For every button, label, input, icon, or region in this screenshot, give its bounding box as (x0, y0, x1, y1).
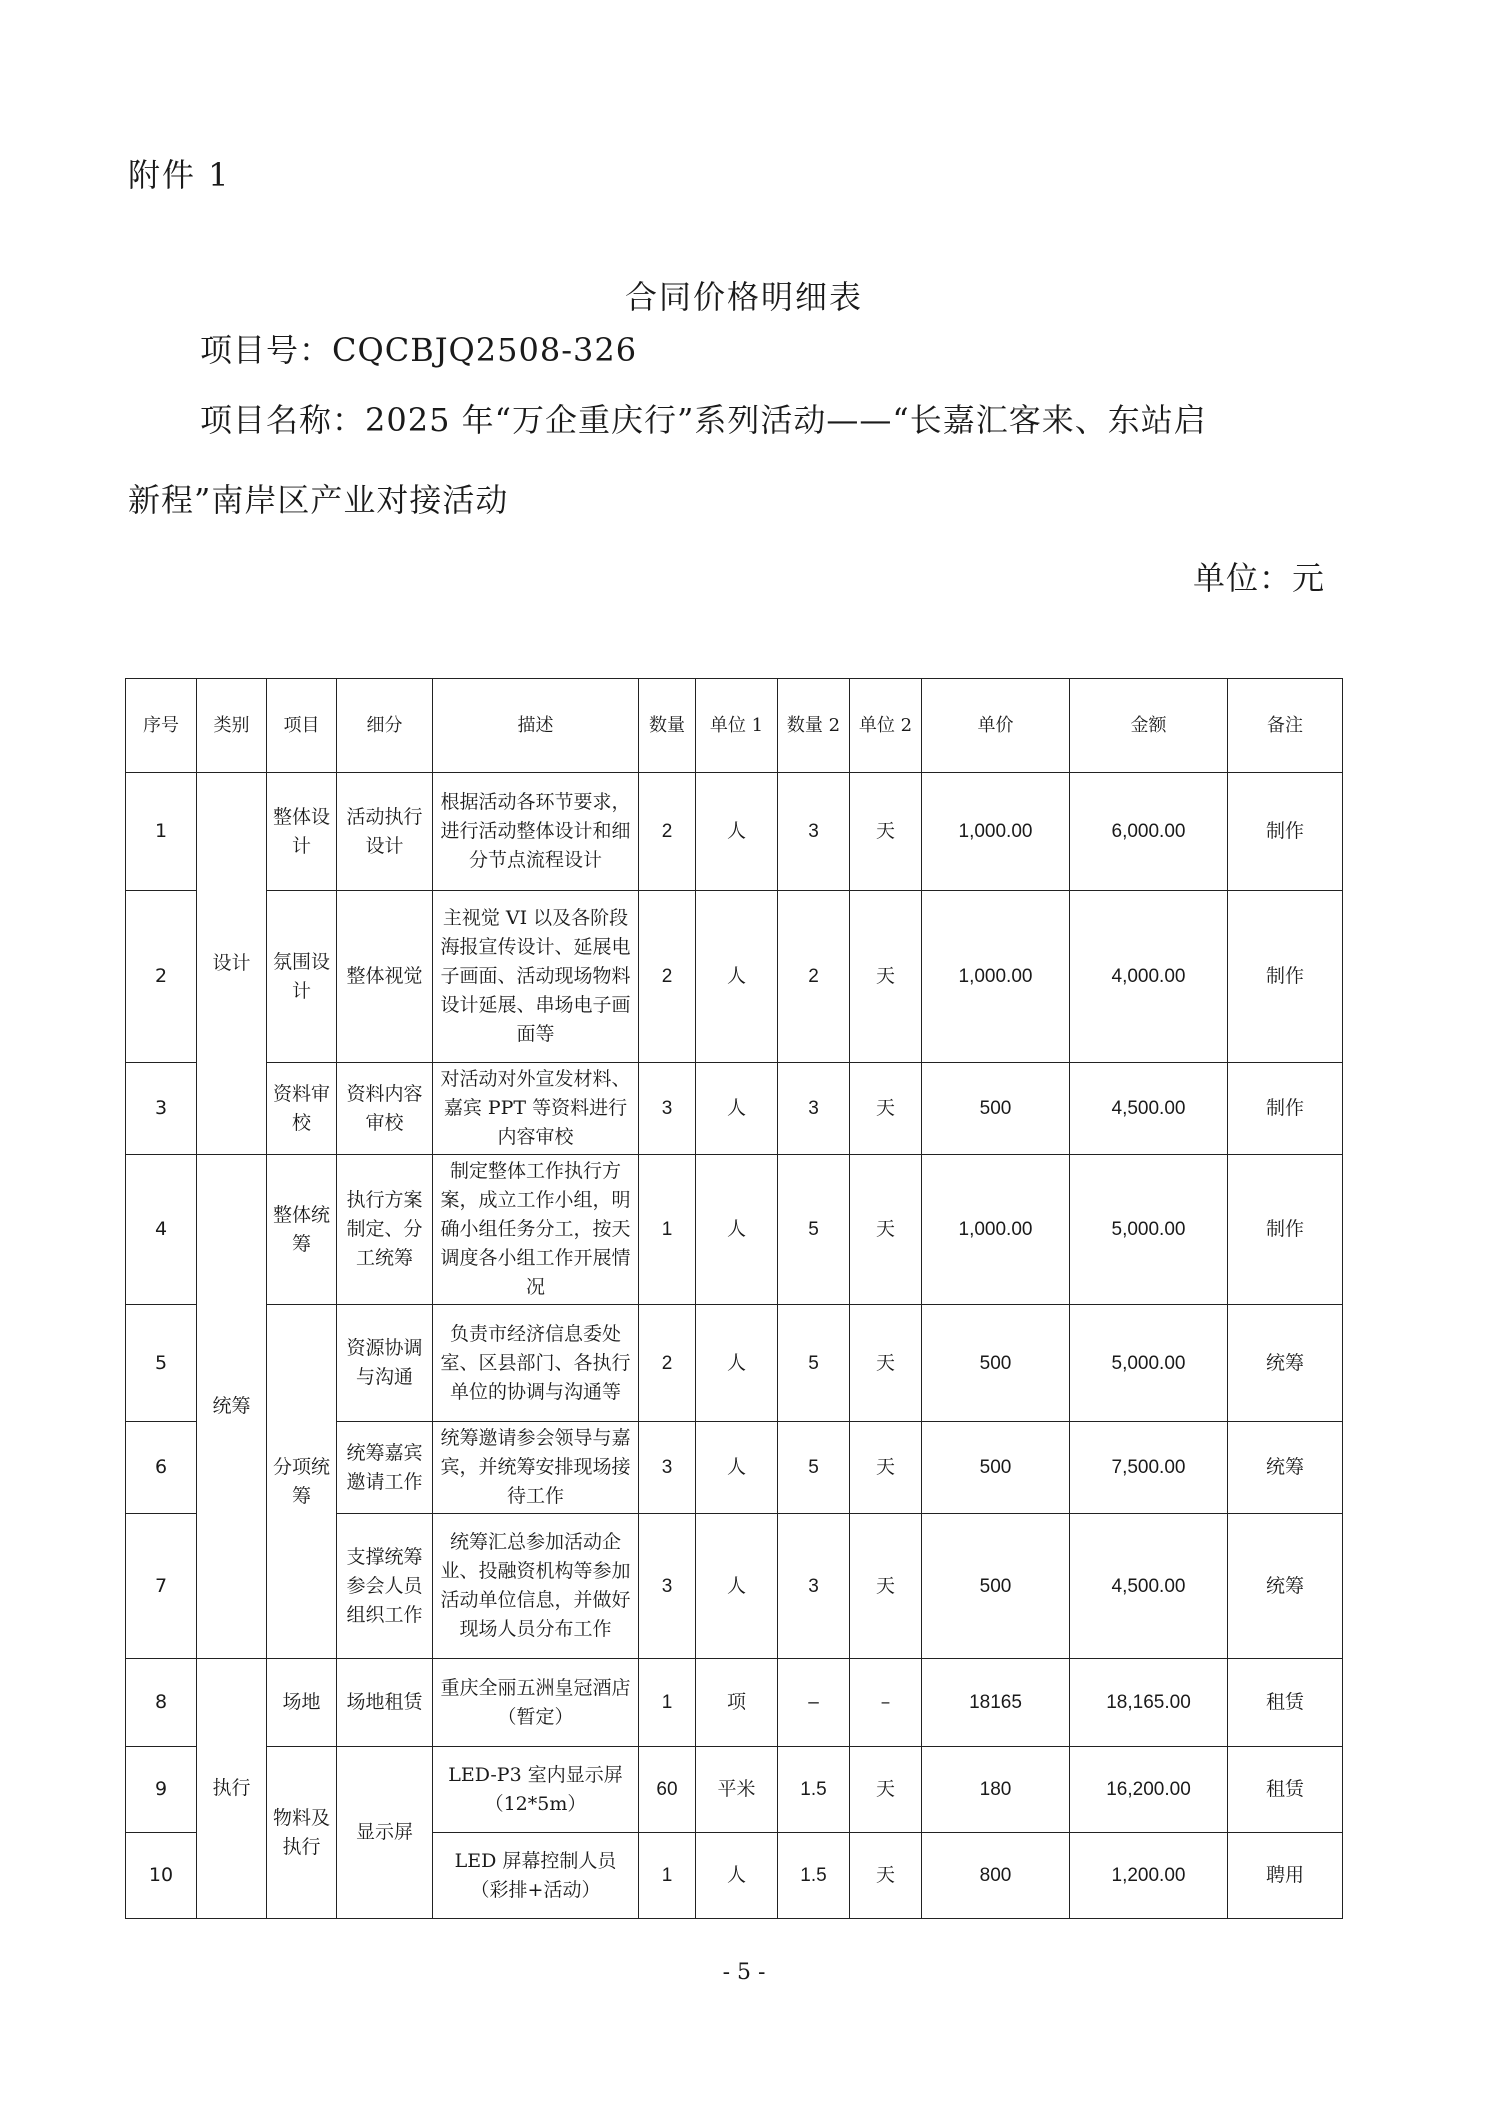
cell-quantity: 1 (639, 1833, 696, 1919)
cell-quantity2: 2 (778, 891, 850, 1063)
cell-unit2: 天 (850, 773, 922, 891)
cell-subitem: 整体视觉 (337, 891, 433, 1063)
cell-unit1: 项 (696, 1659, 778, 1747)
cell-seq: 8 (126, 1659, 197, 1747)
cell-unit2: 天 (850, 1063, 922, 1155)
cell-amount: 18,165.00 (1070, 1659, 1228, 1747)
cell-item: 资料审校 (267, 1063, 337, 1155)
cell-unit2: 天 (850, 1514, 922, 1659)
cell-amount: 4,000.00 (1070, 891, 1228, 1063)
cell-unit-price: 18165 (922, 1659, 1070, 1747)
cell-remarks: 租赁 (1228, 1747, 1343, 1833)
project-name-line2: 新程”南岸区产业对接活动 (128, 481, 509, 519)
table-row (126, 1305, 1343, 1422)
cell-category: 统筹 (197, 1155, 267, 1659)
cell-seq: 6 (126, 1422, 197, 1514)
table-row (126, 891, 1343, 1063)
cell-subitem: 活动执行设计 (337, 773, 433, 891)
attachment-label: 附件 1 (128, 156, 231, 194)
cell-amount: 6,000.00 (1070, 773, 1228, 891)
cell-quantity2: 5 (778, 1155, 850, 1305)
cell-seq: 4 (126, 1155, 197, 1305)
cell-quantity2: 3 (778, 1063, 850, 1155)
cell-unit1: 人 (696, 1155, 778, 1305)
cell-seq: 9 (126, 1747, 197, 1833)
cell-unit2: 天 (850, 1155, 922, 1305)
cell-unit-price: 1,000.00 (922, 773, 1070, 891)
cell-quantity: 3 (639, 1422, 696, 1514)
cell-remarks: 统筹 (1228, 1305, 1343, 1422)
cell-remarks: 制作 (1228, 1155, 1343, 1305)
cell-description: 统筹汇总参加活动企业、投融资机构等参加活动单位信息，并做好现场人员分布工作 (433, 1514, 639, 1659)
cell-description: 制定整体工作执行方案，成立工作小组，明确小组任务分工，按天调度各小组工作开展情况 (433, 1155, 639, 1305)
cell-quantity: 3 (639, 1514, 696, 1659)
cell-item: 氛围设计 (267, 891, 337, 1063)
table-title: 合同价格明细表 (624, 278, 863, 316)
cell-unit1: 平米 (696, 1747, 778, 1833)
cell-unit-price: 1,000.00 (922, 1155, 1070, 1305)
cell-seq: 10 (126, 1833, 197, 1919)
cell-item: 物料及执行 (267, 1747, 337, 1919)
cell-item: 场地 (267, 1659, 337, 1747)
cell-description: 根据活动各环节要求，进行活动整体设计和细分节点流程设计 (433, 773, 639, 891)
cell-description: LED-P3 室内显示屏（12*5m） (433, 1747, 639, 1833)
cell-amount: 5,000.00 (1070, 1155, 1228, 1305)
cell-subitem: 统筹嘉宾邀请工作 (337, 1422, 433, 1514)
cell-remarks: 制作 (1228, 773, 1343, 891)
cell-unit-price: 800 (922, 1833, 1070, 1919)
cell-remarks: 聘用 (1228, 1833, 1343, 1919)
cell-unit1: 人 (696, 1514, 778, 1659)
cell-item: 整体设计 (267, 773, 337, 891)
header-amount: 金额 (1070, 679, 1228, 773)
cell-description: LED 屏幕控制人员（彩排+活动） (433, 1833, 639, 1919)
cell-unit1: 人 (696, 773, 778, 891)
page-number: - 5 - (722, 1960, 766, 1985)
cell-description: 对活动对外宣发材料、嘉宾 PPT 等资料进行内容审校 (433, 1063, 639, 1155)
cell-unit2: 天 (850, 1422, 922, 1514)
cell-remarks: 租赁 (1228, 1659, 1343, 1747)
cell-quantity: 3 (639, 1063, 696, 1155)
cell-remarks: 制作 (1228, 1063, 1343, 1155)
cell-unit-price: 180 (922, 1747, 1070, 1833)
cell-category: 执行 (197, 1659, 267, 1919)
table-row (126, 773, 1343, 891)
cell-unit-price: 500 (922, 1305, 1070, 1422)
price-detail-table (125, 678, 1343, 1919)
header-unit2: 单位 2 (850, 679, 922, 773)
cell-seq: 1 (126, 773, 197, 891)
table-row (126, 1747, 1343, 1833)
table-row (126, 1063, 1343, 1155)
cell-seq: 7 (126, 1514, 197, 1659)
cell-quantity: 1 (639, 1659, 696, 1747)
cell-amount: 4,500.00 (1070, 1063, 1228, 1155)
cell-unit1: 人 (696, 891, 778, 1063)
table-row (126, 1659, 1343, 1747)
project-name-line1: 项目名称：2025 年“万企重庆行”系列活动——“长嘉汇客来、东站启 (200, 401, 1207, 439)
cell-unit2: 天 (850, 1305, 922, 1422)
cell-unit2: – (850, 1659, 922, 1747)
cell-remarks: 统筹 (1228, 1422, 1343, 1514)
cell-description: 负责市经济信息委处室、区县部门、各执行单位的协调与沟通等 (433, 1305, 639, 1422)
cell-unit2: 天 (850, 891, 922, 1063)
cell-seq: 5 (126, 1305, 197, 1422)
currency-unit: 单位：元 (1192, 559, 1325, 597)
cell-quantity: 1 (639, 1155, 696, 1305)
cell-quantity2: 3 (778, 1514, 850, 1659)
cell-subitem: 显示屏 (337, 1747, 433, 1919)
cell-quantity: 2 (639, 773, 696, 891)
cell-description: 重庆全丽五洲皇冠酒店（暂定） (433, 1659, 639, 1747)
cell-quantity2: – (778, 1659, 850, 1747)
cell-subitem: 执行方案制定、分工统筹 (337, 1155, 433, 1305)
cell-quantity2: 3 (778, 773, 850, 891)
cell-unit1: 人 (696, 1063, 778, 1155)
cell-seq: 2 (126, 891, 197, 1063)
cell-unit2: 天 (850, 1833, 922, 1919)
cell-unit-price: 500 (922, 1063, 1070, 1155)
cell-item: 分项统筹 (267, 1305, 337, 1659)
cell-description: 统筹邀请参会领导与嘉宾，并统筹安排现场接待工作 (433, 1422, 639, 1514)
header-unit1: 单位 1 (696, 679, 778, 773)
cell-quantity2: 1.5 (778, 1833, 850, 1919)
cell-subitem: 资源协调与沟通 (337, 1305, 433, 1422)
cell-unit1: 人 (696, 1422, 778, 1514)
cell-amount: 5,000.00 (1070, 1305, 1228, 1422)
cell-subitem: 支撑统筹参会人员组织工作 (337, 1514, 433, 1659)
cell-quantity2: 1.5 (778, 1747, 850, 1833)
cell-description: 主视觉 VI 以及各阶段海报宣传设计、延展电子画面、活动现场物料设计延展、串场电子画面等 (433, 891, 639, 1063)
header-description: 描述 (433, 679, 639, 773)
cell-quantity: 2 (639, 1305, 696, 1422)
project-number: 项目号：CQCBJQ2508-326 (200, 331, 638, 369)
cell-seq: 3 (126, 1063, 197, 1155)
table-row (126, 1155, 1343, 1305)
cell-amount: 4,500.00 (1070, 1514, 1228, 1659)
header-item: 项目 (267, 679, 337, 773)
header-unit-price: 单价 (922, 679, 1070, 773)
cell-subitem: 场地租赁 (337, 1659, 433, 1747)
cell-category: 设计 (197, 773, 267, 1155)
cell-quantity: 60 (639, 1747, 696, 1833)
cell-unit-price: 500 (922, 1514, 1070, 1659)
header-quantity: 数量 (639, 679, 696, 773)
cell-subitem: 资料内容审校 (337, 1063, 433, 1155)
cell-quantity2: 5 (778, 1305, 850, 1422)
cell-unit2: 天 (850, 1747, 922, 1833)
table-header-row (126, 679, 1343, 773)
header-subitem: 细分 (337, 679, 433, 773)
cell-quantity2: 5 (778, 1422, 850, 1514)
header-category: 类别 (197, 679, 267, 773)
cell-unit1: 人 (696, 1305, 778, 1422)
cell-amount: 7,500.00 (1070, 1422, 1228, 1514)
cell-amount: 1,200.00 (1070, 1833, 1228, 1919)
cell-item: 整体统筹 (267, 1155, 337, 1305)
header-quantity2: 数量 2 (778, 679, 850, 773)
cell-amount: 16,200.00 (1070, 1747, 1228, 1833)
cell-unit-price: 500 (922, 1422, 1070, 1514)
header-seq: 序号 (126, 679, 197, 773)
header-remarks: 备注 (1228, 679, 1343, 773)
cell-remarks: 制作 (1228, 891, 1343, 1063)
cell-unit-price: 1,000.00 (922, 891, 1070, 1063)
cell-unit1: 人 (696, 1833, 778, 1919)
cell-quantity: 2 (639, 891, 696, 1063)
cell-remarks: 统筹 (1228, 1514, 1343, 1659)
